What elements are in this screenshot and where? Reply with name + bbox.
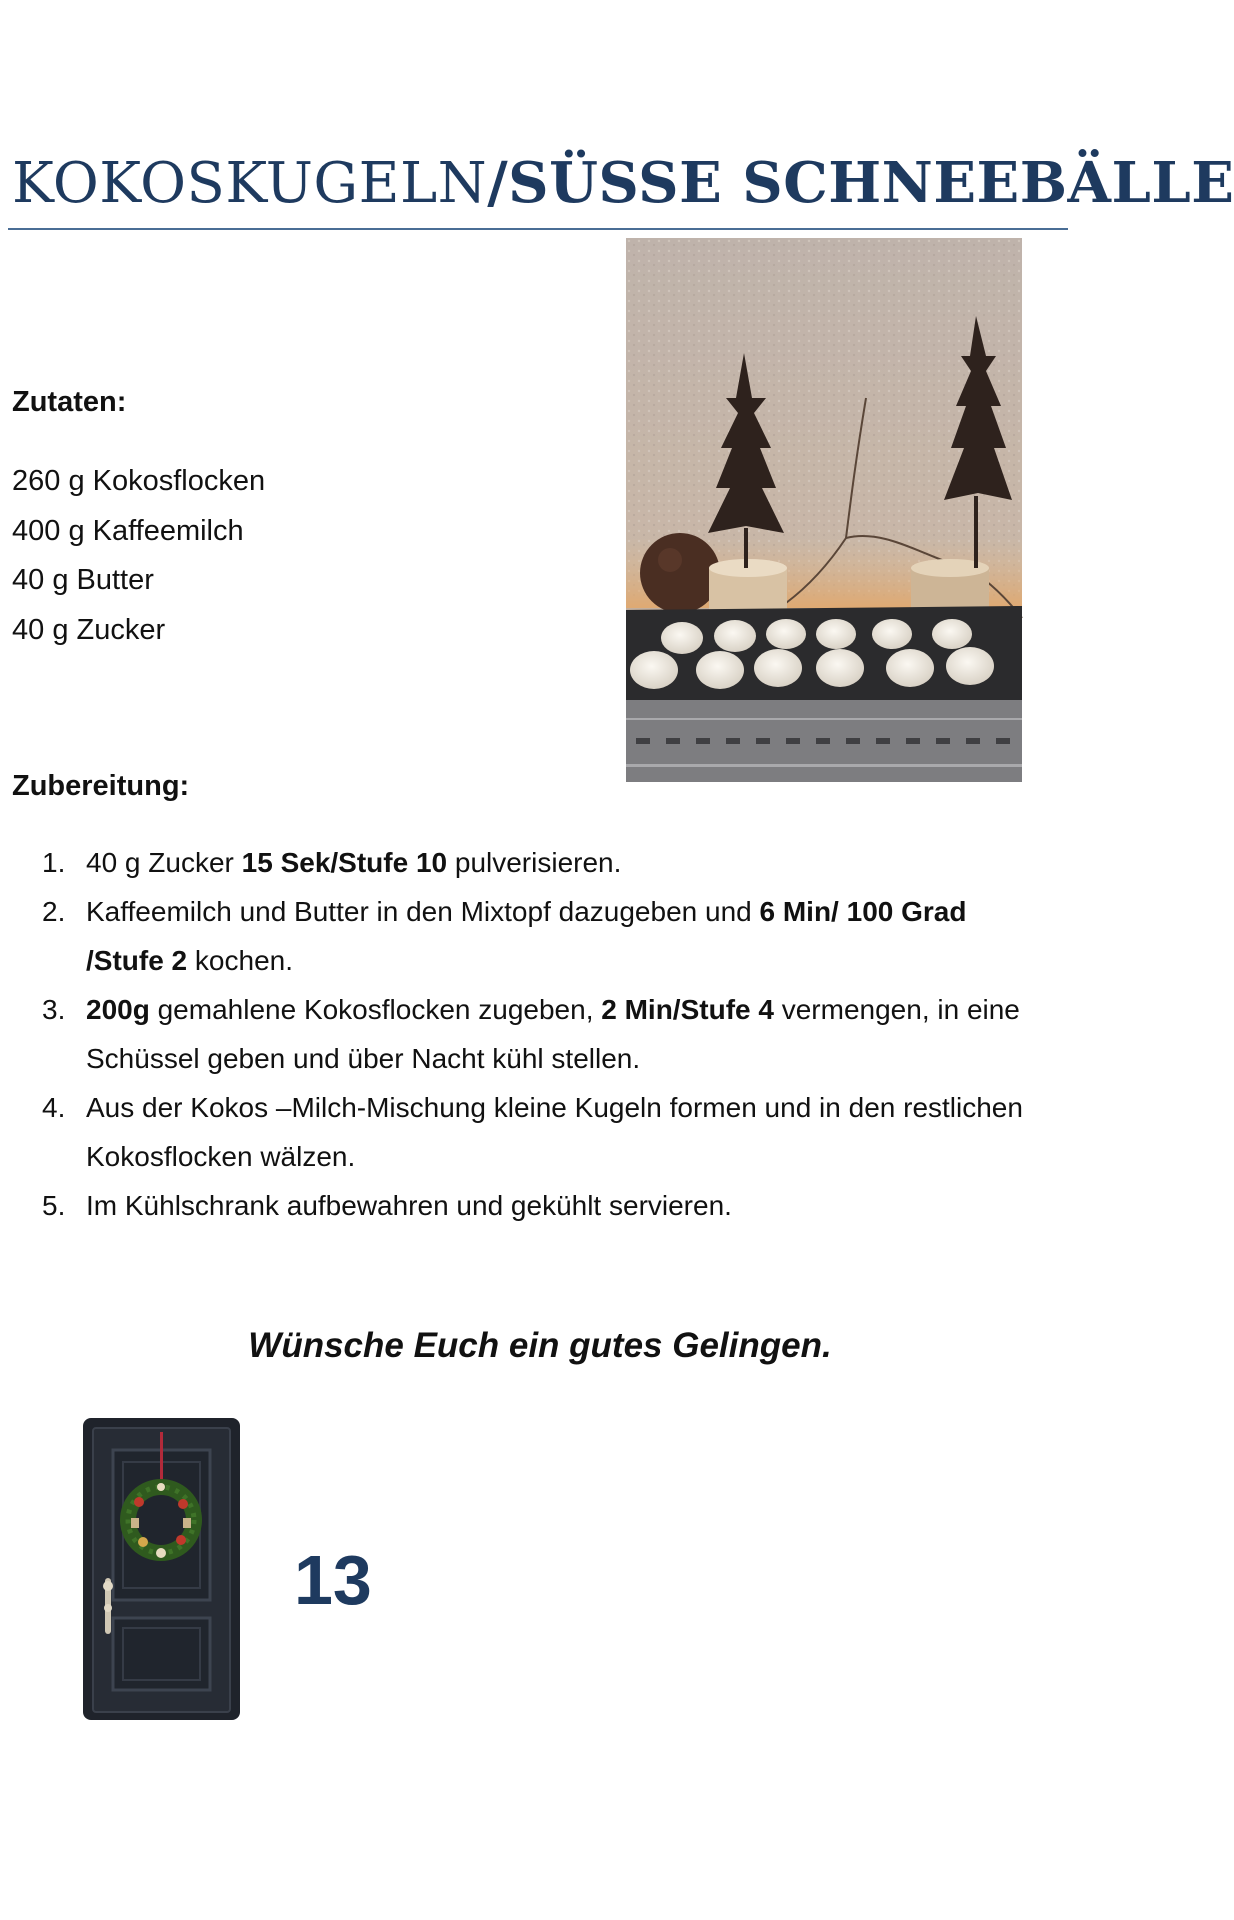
page-title bbox=[12, 148, 1234, 219]
step-text: Aus der Kokos –Milch-Mischung kleine Kugeln formen und in den restlichen Kokosflocken wälzen. bbox=[86, 1092, 1023, 1172]
step-number: 5. bbox=[42, 1190, 66, 1221]
closing-message: Wünsche Euch ein gutes Gelingen. bbox=[248, 1326, 832, 1365]
step-text-bold: 2 Min/Stufe 4 bbox=[601, 994, 774, 1025]
title-separator: / bbox=[487, 150, 509, 216]
step-text: vermengen, in eine Schüssel geben und über Nacht kühl stellen. bbox=[86, 994, 1020, 1074]
step-text: pulverisieren. bbox=[447, 847, 622, 878]
advent-day-number: 13 bbox=[294, 1541, 372, 1619]
step-text: kochen. bbox=[187, 945, 293, 976]
step-text: Im Kühlschrank aufbewahren und gekühlt servieren. bbox=[86, 1190, 732, 1221]
step-item bbox=[42, 838, 1052, 887]
step-item bbox=[42, 1083, 1052, 1181]
title-part2: SÜSSE SCHNEEBÄLLE bbox=[508, 150, 1234, 216]
step-item bbox=[42, 887, 1052, 985]
step-text-bold: 200g bbox=[86, 994, 150, 1025]
ingredients-heading: Zutaten: bbox=[12, 386, 127, 418]
preparation-steps bbox=[42, 838, 1052, 1230]
preparation-heading: Zubereitung: bbox=[12, 770, 190, 802]
step-number: 1. bbox=[42, 847, 66, 878]
step-text: gemahlene Kokosflocken zugeben, bbox=[149, 994, 602, 1025]
step-text: Kaffeemilch und Butter in den Mixtopf dazugeben und bbox=[86, 896, 760, 927]
step-number: 3. bbox=[42, 994, 66, 1025]
ingredient-item: 40 g Butter bbox=[12, 564, 154, 596]
title-divider bbox=[8, 228, 1068, 230]
ingredient-item: 400 g Kaffeemilch bbox=[12, 514, 244, 547]
title-part1: KOKOSKUGELN bbox=[12, 151, 488, 216]
ingredient-item: 40 g Zucker bbox=[12, 613, 166, 646]
step-item bbox=[42, 985, 1052, 1083]
step-number: 2. bbox=[42, 896, 66, 927]
step-text-bold: 6 Min/ 100 Grad /Stufe 2 bbox=[86, 896, 967, 976]
ingredients-list bbox=[12, 457, 265, 655]
step-number: 4. bbox=[42, 1092, 66, 1123]
step-item bbox=[42, 1181, 1052, 1230]
step-text-bold: 15 Sek/Stufe 10 bbox=[241, 847, 448, 878]
step-text: 40 g Zucker bbox=[86, 847, 242, 878]
ingredient-item: 260 g Kokosflocken bbox=[12, 465, 266, 497]
door-with-christmas-wreath-icon bbox=[83, 1418, 240, 1720]
recipe-photo bbox=[626, 238, 1022, 782]
